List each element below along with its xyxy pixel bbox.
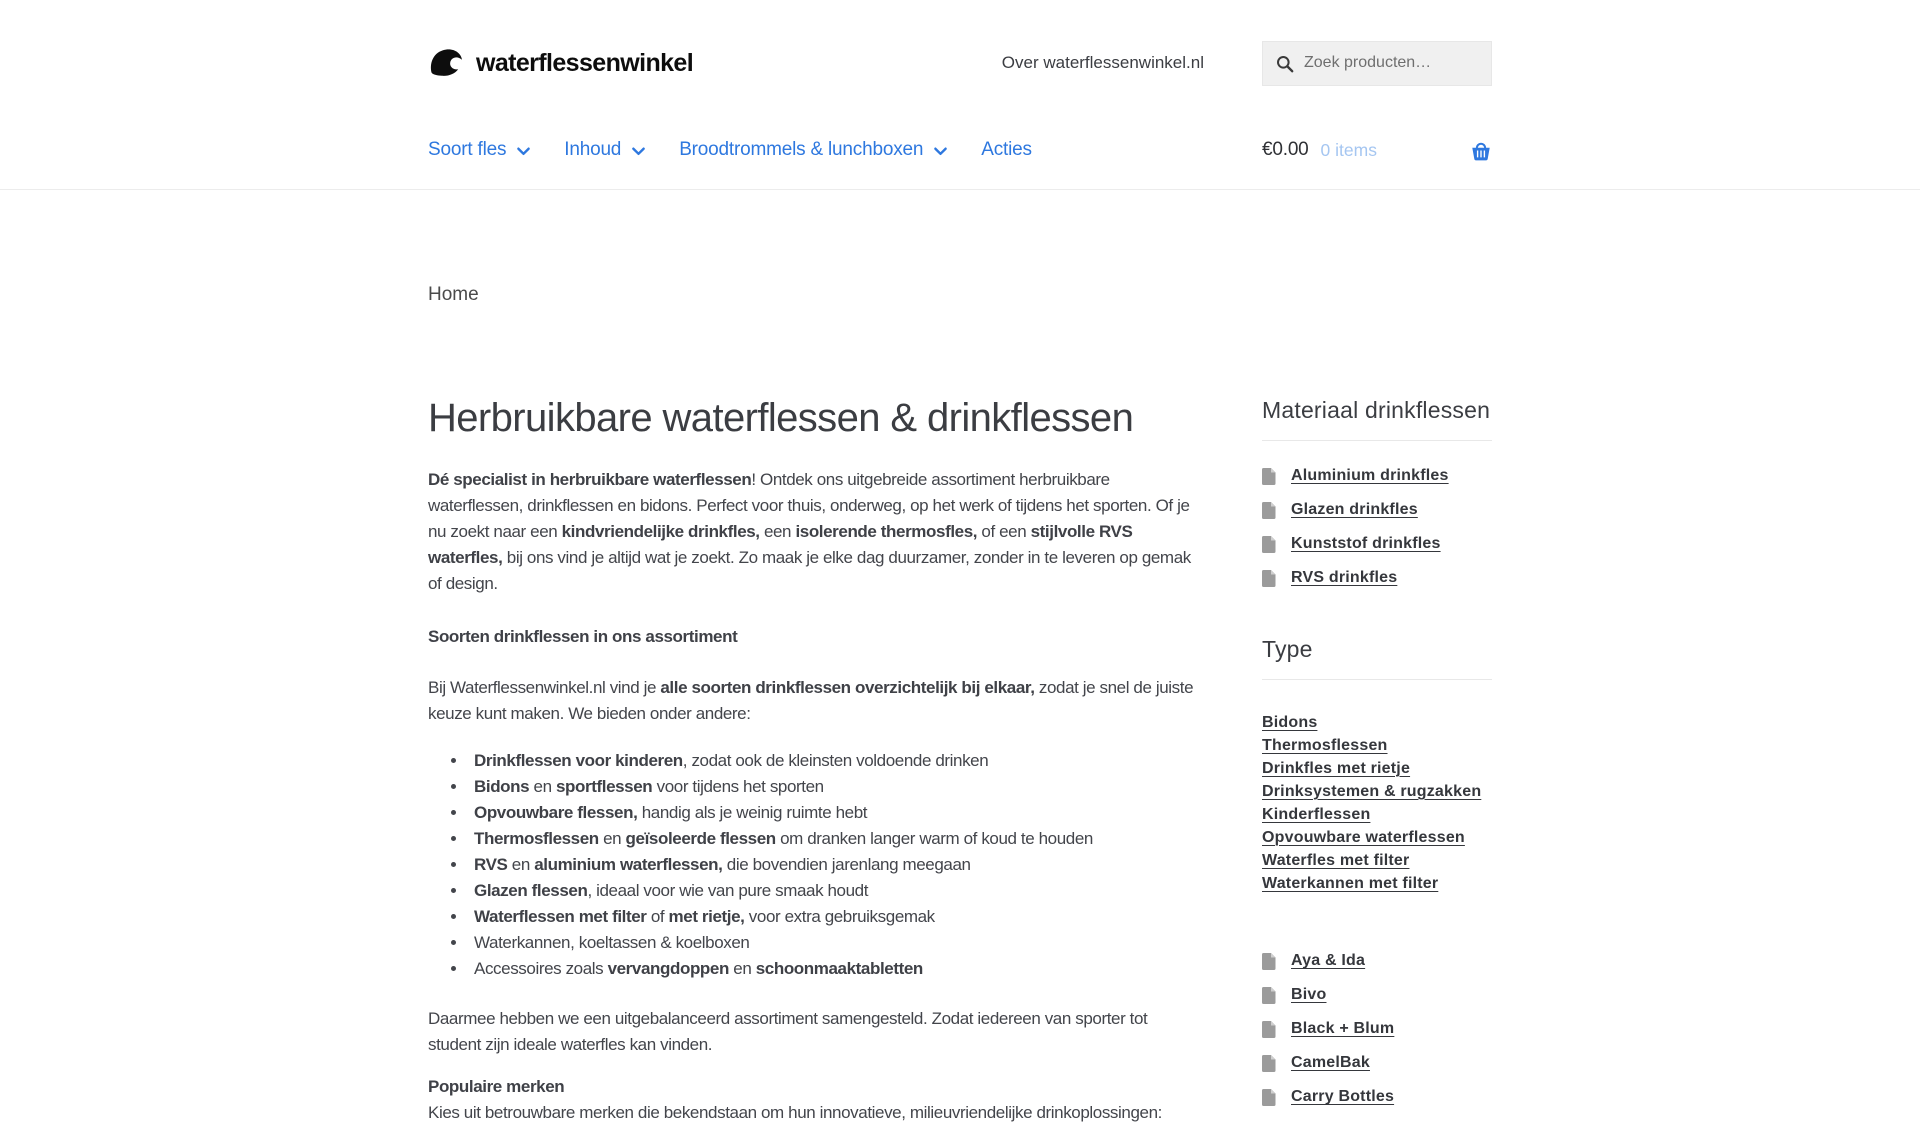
list-item: [1262, 459, 1492, 493]
document-icon: [1262, 536, 1276, 553]
sidebar-heading-type: Type: [1262, 636, 1313, 662]
sidebar-brand-link[interactable]: Black + Blum: [1291, 1020, 1395, 1037]
list-item: [1262, 493, 1492, 527]
sidebar-brand-link[interactable]: Aya & Ida: [1291, 952, 1366, 969]
document-icon: [1262, 987, 1276, 1004]
list-item: [1262, 1046, 1492, 1080]
nav-link-label: Acties: [981, 139, 1032, 160]
list-item: [1262, 561, 1492, 595]
sidebar-brand-link[interactable]: Bivo: [1291, 986, 1327, 1003]
primary-menu: [428, 139, 1032, 161]
chevron-down-icon: [517, 147, 530, 156]
list-item: [1262, 780, 1492, 803]
list-item: • Waterflessen met filter of met rietje, voor extra gebruiksgemak: [468, 904, 1196, 930]
page-title: Herbruikbare waterflessen & drinkflessen: [428, 396, 1134, 440]
list-item: [1262, 1080, 1492, 1114]
sidebar-link[interactable]: RVS drinkfles: [1291, 569, 1398, 586]
nav-item: [564, 139, 645, 161]
sidebar-heading-materiaal: Materiaal drinkflessen: [1262, 397, 1491, 423]
search-box: [1262, 41, 1492, 86]
sidebar-section-type: [1262, 635, 1492, 895]
nav-link-label: Inhoud: [564, 139, 622, 160]
sidebar-link[interactable]: Kinderflessen: [1262, 805, 1371, 823]
divider: [1262, 679, 1492, 680]
list-item: • RVS en aluminium waterflessen, die bovendien jarenlang meegaan: [468, 852, 1196, 878]
list-item: • Thermosflessen en geïsoleerde flessen om dranken langer warm of koud te houden: [468, 826, 1196, 852]
sidebar-link[interactable]: Waterkannen met filter: [1262, 874, 1439, 892]
document-icon: [1262, 1089, 1276, 1106]
list-item: • Opvouwbare flessen, handig als je weinig ruimte hebt: [468, 800, 1196, 826]
list-item: [1262, 944, 1492, 978]
nav-link[interactable]: [981, 139, 1032, 161]
nav-link[interactable]: [564, 139, 645, 161]
chevron-down-icon: [632, 147, 645, 156]
sidebar-link[interactable]: Bidons: [1262, 713, 1318, 731]
basket-icon[interactable]: [1470, 140, 1492, 161]
document-icon: [1262, 1055, 1276, 1072]
list-item: [1262, 1012, 1492, 1046]
sidebar-link[interactable]: Kunststof drinkfles: [1291, 535, 1441, 552]
list-item: [1262, 872, 1492, 895]
primary-nav: [428, 139, 1032, 161]
nav-link-label: Broodtrommels & lunchboxen: [679, 139, 924, 160]
search-input[interactable]: [1263, 42, 1491, 85]
about-link[interactable]: Over waterflessenwinkel.nl: [1001, 53, 1204, 72]
list-item: • Drinkflessen voor kinderen, zodat ook de kleinsten voldoende drinken: [468, 748, 1196, 774]
site-logo[interactable]: [428, 44, 693, 82]
document-icon: [1262, 570, 1276, 587]
paragraph-assortiment: Bij Waterflessenwinkel.nl vind je alle soorten drinkflessen overzichtelijk bij elkaar, zodat je snel de juiste keuze kunt maken. We bieden onder andere:: [428, 678, 1194, 723]
sidebar-link[interactable]: Glazen drinkfles: [1291, 501, 1418, 518]
site-header: [0, 0, 1920, 190]
sidebar-link[interactable]: Waterfles met filter: [1262, 851, 1410, 869]
section-heading-merken: Populaire merken: [428, 1077, 565, 1096]
list-item: [1262, 826, 1492, 849]
list-item: • Waterkannen, koeltassen & koelboxen: [468, 930, 1196, 956]
document-icon: [1262, 953, 1276, 970]
list-item: [1262, 527, 1492, 561]
list-item: [1262, 711, 1492, 734]
cart-item-count: 0 items: [1320, 139, 1377, 160]
brands-list: [1262, 944, 1492, 1114]
cart-total: €0.00: [1262, 139, 1309, 160]
list-item: [1262, 803, 1492, 826]
cart-summary[interactable]: [1262, 139, 1492, 161]
sidebar-brand-link[interactable]: CamelBak: [1291, 1054, 1370, 1071]
list-item: • Glazen flessen, ideaal voor wie van pure smaak houdt: [468, 878, 1196, 904]
list-item: [1262, 978, 1492, 1012]
nav-item: [679, 139, 947, 161]
chevron-down-icon: [934, 147, 947, 156]
search-icon: [1276, 55, 1294, 73]
nav-link-label: Soort fles: [428, 139, 507, 160]
sidebar-section-brands: [1262, 944, 1492, 1114]
nav-link[interactable]: [679, 139, 947, 161]
type-list: [1262, 711, 1492, 895]
list-item: [1262, 734, 1492, 757]
article: [428, 396, 1196, 1126]
wave-logo-icon: [428, 44, 466, 82]
sidebar-link[interactable]: Drinkfles met rietje: [1262, 759, 1411, 777]
sidebar-link[interactable]: Opvouwbare waterflessen: [1262, 828, 1465, 846]
sidebar-section-materiaal: [1262, 396, 1492, 595]
site-title: waterflessenwinkel: [476, 48, 694, 77]
list-item: [1262, 849, 1492, 872]
nav-item: [428, 139, 530, 161]
sidebar: [1262, 396, 1492, 1126]
nav-item: [981, 139, 1032, 161]
intro-paragraph: Dé specialist in herbruikbare waterflessen! Ontdek ons uitgebreide assortiment herbruikbare waterflessen, drinkflessen en bidons. Perfect voor thuis, onderweg, op het werk of tijdens het sporten. Of je nu zoekt naar een kindvriendelijke drinkfles, een isolerende thermosfles, of een stijlvolle RVS waterfles, bij ons vind je altijd wat je zoekt. Zo maak je elke dag duurzamer, zonder in te leveren op gemak of design.: [428, 470, 1191, 593]
bottle-types-list: [428, 748, 1196, 982]
breadcrumb: [428, 284, 1492, 306]
document-icon: [1262, 502, 1276, 519]
list-item: • Accessoires zoals vervangdoppen en schoonmaaktabletten: [468, 956, 1196, 982]
document-icon: [1262, 1021, 1276, 1038]
nav-link[interactable]: [428, 139, 530, 161]
materiaal-list: [1262, 459, 1492, 595]
breadcrumb-home-link[interactable]: Home: [428, 284, 479, 305]
paragraph-summary: Daarmee hebben we een uitgebalanceerd assortiment samengesteld. Zodat iedereen van sporter tot student zijn ideale waterfles kan vinden.: [428, 1009, 1148, 1054]
sidebar-link[interactable]: Drinksystemen & rugzakken: [1262, 782, 1482, 800]
paragraph-merken: Kies uit betrouwbare merken die bekendstaan om hun innovatieve, milieuvriendelijke drinkoplossingen:: [428, 1103, 1162, 1122]
section-heading-assortiment: Soorten drinkflessen in ons assortiment: [428, 627, 738, 646]
document-icon: [1262, 468, 1276, 485]
divider: [1262, 440, 1492, 441]
sidebar-link[interactable]: Aluminium drinkfles: [1291, 467, 1449, 484]
list-item: • Bidons en sportflessen voor tijdens het sporten: [468, 774, 1196, 800]
sidebar-brand-link[interactable]: Carry Bottles: [1291, 1088, 1395, 1105]
sidebar-link[interactable]: Thermosflessen: [1262, 736, 1388, 754]
list-item: [1262, 757, 1492, 780]
